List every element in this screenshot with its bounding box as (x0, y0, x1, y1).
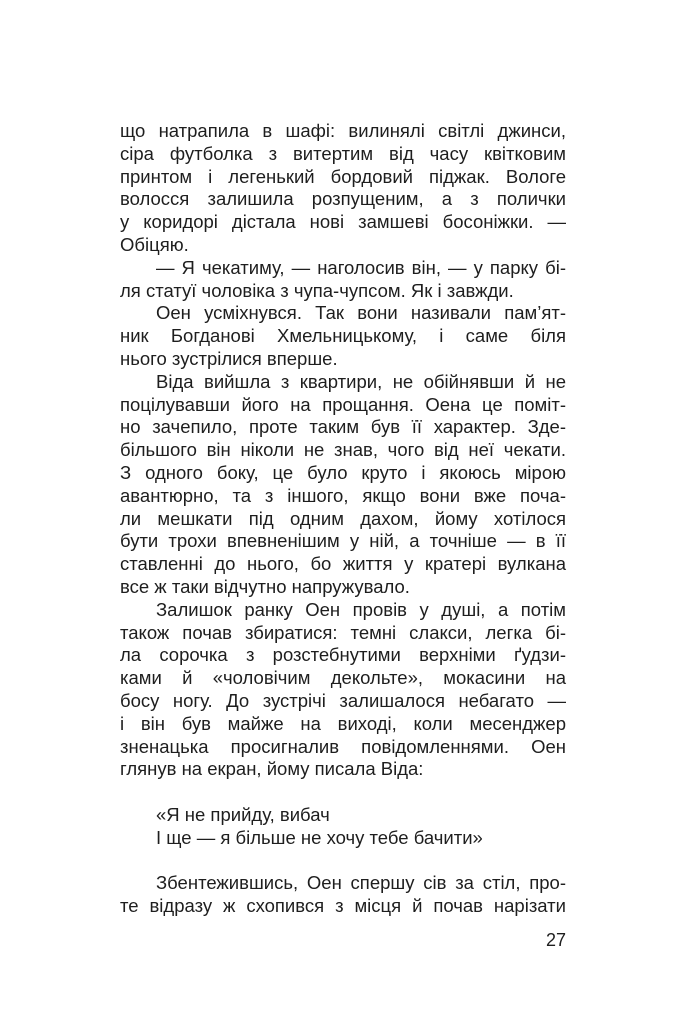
text-line: Залишок ранку Оен провів у душі, а потім (156, 598, 566, 620)
blank-line (120, 781, 566, 804)
text-line: більшого він ніколи не знав, чого від неї чекати. (120, 439, 566, 461)
text-line: Обіцяю. (120, 233, 189, 255)
text-line: Збентежившись, Оен спершу сів за стіл, про- (156, 872, 566, 894)
text-line: авантюрно, та з іншого, якщо вони вже поча- (120, 484, 566, 506)
text-line: у коридорі дістала нові замшеві босоніжки. — (120, 211, 566, 233)
text-line: глянув на екран, йому писала Віда: (120, 758, 424, 780)
text-line: що натрапила в шафі: вилинялі світлі джинси, (120, 120, 566, 141)
text-line: ник Богданові Хмельницькому, і саме біля (120, 325, 566, 347)
text-line: поцілувавши його на прощання. Оена це поміт- (120, 393, 566, 415)
text-line: — Я чекатиму, — наголосив він, — у парку бі- (156, 256, 566, 278)
text-line: нього зустрілися вперше. (120, 347, 338, 369)
text-line: і він був майже на виході, коли месенджер (120, 712, 566, 734)
text-line: Віда вийшла з квартири, не обійнявши й не (156, 370, 566, 392)
quoted-message-line: «Я не прийду, вибач (156, 803, 330, 825)
text-line: ли мешкати під одним дахом, йому хотілося (120, 507, 566, 529)
text-line: також почав збиратися: темні слакси, легка бі- (120, 621, 566, 643)
text-line: зненацька просигналив повідомленнями. Оен (120, 735, 566, 757)
text-line: но зачепило, проте таким був її характер. Зде- (120, 416, 566, 438)
text-line: бути трохи впевненішим у ній, а точніше — в її (120, 530, 566, 552)
text-line: сіра футболка з витертим від часу квітковим (120, 142, 566, 164)
text-line: З одного боку, це було круто і якоюсь мірою (120, 461, 566, 483)
quoted-message-line: І ще — я більше не хочу тебе бачити» (156, 826, 483, 848)
blank-line (120, 850, 566, 873)
text-line: все ж таки відчутно напружувало. (120, 575, 410, 597)
text-line: ками й «чоловічим декольте», мокасини на (120, 667, 566, 689)
text-line: Оен усміхнувся. Так вони називали пам’ят- (156, 302, 566, 324)
text-line: босу ногу. До зустрічі залишалося небагато — (120, 689, 566, 711)
text-line: принтом і легенький бордовий піджак. Вологе (120, 165, 566, 187)
text-line: ля статуї чоловіка з чупа-чупсом. Як і завжди. (120, 279, 514, 301)
text-line: ла сорочка з розстебнутими верхніми ґудзи- (120, 644, 566, 666)
text-line: волосся залишила розпущеним, а з полички (120, 188, 566, 210)
text-line: ставленні до нього, бо життя у кратері вулкана (120, 553, 566, 575)
page-number: 27 (545, 930, 566, 950)
text-line: те відразу ж схопився з місця й почав нарізати (120, 895, 566, 917)
body-text (120, 120, 566, 918)
